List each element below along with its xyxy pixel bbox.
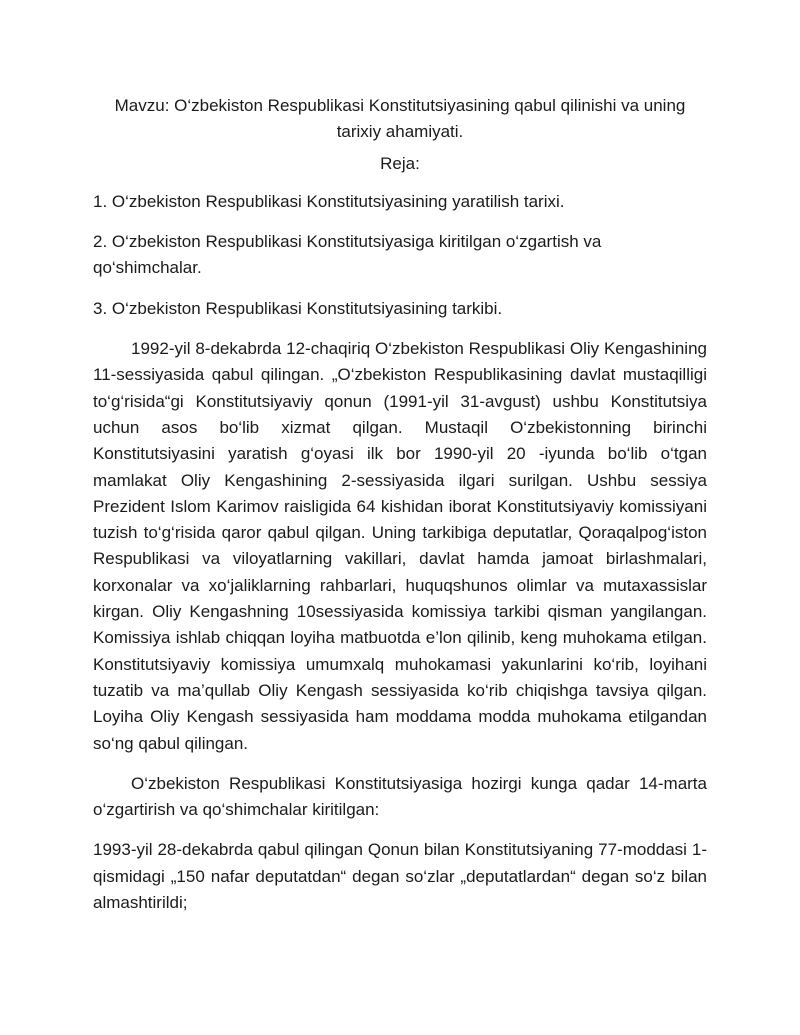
body-paragraph-amendments-intro: O‘zbekiston Respublikasi Konstitutsiyasiga hozirgi kunga qadar 14-marta o‘zgartirish va qo‘shimchalar kiritilgan: <box>93 773 707 820</box>
plan-item-1: 1. O‘zbekiston Respublikasi Konstitutsiyasining yaratilish tarixi. <box>93 191 565 211</box>
body-paragraph-amendment-1993: 1993-yil 28-dekabrda qabul qilingan Qonun bilan Konstitutsiyaning 77-moddasi 1-qismidagi „150 nafar deputatdan“ degan so‘zlar „deputatlardan“ degan so‘z bilan almashtirildi; <box>93 840 707 913</box>
body-paragraph-history: 1992-yil 8-dekabrda 12-chaqiriq O‘zbekiston Respublikasi Oliy Kengashining 11-sessiyasida qabul qilingan. „O‘zbekiston Respublikasining davlat mustaqilligi to‘g‘risida“gi Konstitutsiyaviy qonun (1991-yil 31-avgust) ushbu Konstitutsiya uchun asos bo‘lib xizmat qilgan. Mustaqil O‘zbekistonning birinchi Konstitutsiyasini yaratish g‘oyasi ilk bor 1990-yil 20 -iyunda bo‘lib o‘tgan mamlakat Oliy Kengashining 2-sessiyasida ilgari surilgan. Ushbu sessiya Prezident Islom Karimov raisligida 64 kishidan iborat Konstitutsiyaviy komissiyani tuzish to‘g‘risida qaror qabul qilgan. Uning tarkibiga deputatlar, Qoraqalpog‘iston Respublikasi va viloyatlarning vakillari, davlat hamda jamoat birlashmalari, korxonalar va xo‘jaliklarning rahbarlari, huquqshunos olimlar va mutaxassislar kirgan. Oliy Kengashning 10sessiyasida komissiya tarkibi qisman yangilangan. Komissiya ishlab chiqqan loyiha matbuotda e’lon qilinib, keng muhokama etilgan. Konstitutsiyaviy komissiya umumxalq muhokamasi yakunlarini ko‘rib, loyihani tuzatib va ma’qullab Oliy Kengash sessiyasida ko‘rib chiqishga tavsiya qilgan. Loyiha Oliy Kengash sessiyasida ham moddama modda muhokama etilgandan so‘ng qabul qilingan. <box>93 339 707 753</box>
document-title: Mavzu: O‘zbekiston Respublikasi Konstitutsiyasining qabul qilinishi va uning tarixiy ahamiyati. <box>114 96 686 142</box>
plan-item-3: 3. O‘zbekiston Respublikasi Konstitutsiyasining tarkibi. <box>93 298 503 318</box>
plan-heading: Reja: <box>380 153 420 173</box>
plan-item-2: 2. O‘zbekiston Respublikasi Konstitutsiyasiga kiritilgan o‘zgartish va qo‘shimchalar. <box>93 232 602 278</box>
plan-list <box>93 189 707 322</box>
